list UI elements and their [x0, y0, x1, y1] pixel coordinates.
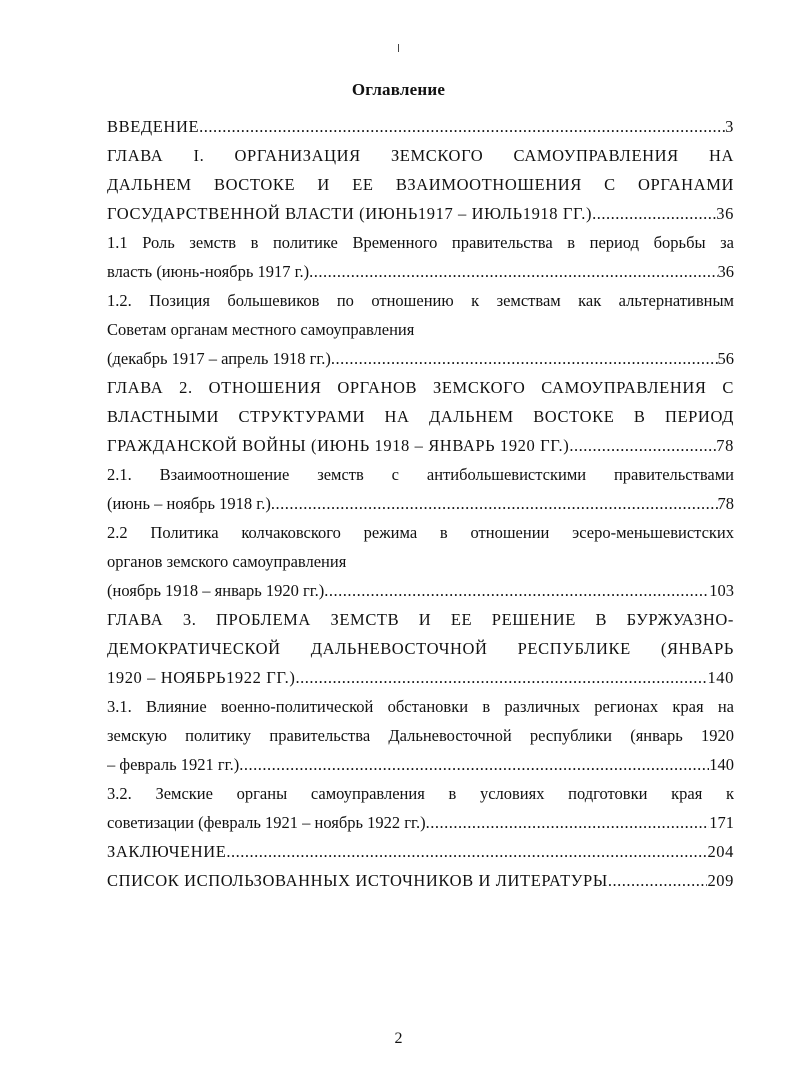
- toc-page-number: 209: [707, 871, 734, 890]
- table-of-contents: [107, 112, 734, 895]
- toc-title: Оглавление: [351, 80, 446, 99]
- toc-page-number: 36: [716, 204, 734, 223]
- dot-leader: [426, 808, 710, 837]
- toc-entry-text: 1.1 Роль земств в политике Временного правительства в период борьбы за: [107, 233, 734, 252]
- toc-entry-section-2-1[interactable]: [107, 460, 734, 518]
- toc-entry-section-3-2[interactable]: [107, 779, 734, 837]
- dot-leader: [226, 837, 707, 866]
- toc-entry-text: ГЛАВА 3. ПРОБЛЕМА ЗЕМСТВ И ЕЕ РЕШЕНИЕ В БУРЖУАЗНО-: [107, 610, 734, 629]
- toc-entry-text: земскую политику правительства Дальневосточной республики (январь 1920: [107, 726, 734, 745]
- dot-leader: [199, 112, 725, 141]
- toc-entry-text: СПИСОК ИСПОЛЬЗОВАННЫХ ИСТОЧНИКОВ И ЛИТЕРАТУРЫ: [107, 871, 608, 890]
- toc-entry-conclusion[interactable]: [107, 837, 734, 866]
- toc-page-number: 3: [725, 117, 734, 136]
- toc-page-number: 140: [709, 755, 734, 774]
- toc-entry-text: 3.2. Земские органы самоуправления в условиях подготовки края к: [107, 784, 734, 803]
- toc-entry-text: (декабрь 1917 – апрель 1918 гг.): [107, 349, 331, 368]
- toc-entry-text: 2.1. Взаимоотношение земств с антибольшевистскими правительствами: [107, 465, 734, 484]
- toc-entry-chapter-1[interactable]: [107, 141, 734, 228]
- toc-page-number: 204: [707, 842, 734, 861]
- toc-entry-text: ДАЛЬНЕМ ВОСТОКЕ И ЕЕ ВЗАИМООТНОШЕНИЯ С ОРГАНАМИ: [107, 175, 734, 194]
- toc-entry-text: ГЛАВА I. ОРГАНИЗАЦИЯ ЗЕМСКОГО САМОУПРАВЛЕНИЯ НА: [107, 146, 734, 165]
- toc-entry-text: (июнь – ноябрь 1918 г.): [107, 494, 271, 513]
- dot-leader: [569, 431, 716, 460]
- toc-entry-text: ГРАЖДАНСКОЙ ВОЙНЫ (ИЮНЬ 1918 – ЯНВАРЬ 1920 ГГ.): [107, 436, 570, 455]
- toc-entry-bibliography[interactable]: [107, 866, 734, 895]
- header-mark: [398, 44, 399, 52]
- dot-leader: [608, 866, 708, 895]
- toc-entry-section-1-2[interactable]: [107, 286, 734, 373]
- toc-page-number: 78: [716, 436, 734, 455]
- toc-entry-text: – февраль 1921 гг.): [107, 755, 240, 774]
- dot-leader: [309, 257, 717, 286]
- page-number: 2: [394, 1030, 403, 1047]
- dot-leader: [324, 576, 709, 605]
- toc-entry-text: 1920 – НОЯБРЬ1922 ГГ.): [107, 668, 296, 687]
- toc-entry-text: Советам органам местного самоуправления: [107, 320, 415, 339]
- toc-entry-text: (ноябрь 1918 – январь 1920 гг.): [107, 581, 325, 600]
- toc-entry-text: власть (июнь-ноябрь 1917 г.): [107, 262, 310, 281]
- dot-leader: [239, 750, 709, 779]
- toc-page-number: 56: [717, 349, 734, 368]
- toc-entry-section-1-1[interactable]: [107, 228, 734, 286]
- toc-entry-text: ЗАКЛЮЧЕНИЕ: [107, 842, 227, 861]
- dot-leader: [271, 489, 718, 518]
- toc-entry-chapter-2[interactable]: [107, 373, 734, 460]
- toc-entry-text: ГОСУДАРСТВЕННОЙ ВЛАСТИ (ИЮНЬ1917 – ИЮЛЬ1918 ГГ.): [107, 204, 593, 223]
- toc-entry-text: ДЕМОКРАТИЧЕСКОЙ ДАЛЬНЕВОСТОЧНОЙ РЕСПУБЛИКЕ (ЯНВАРЬ: [107, 639, 734, 658]
- toc-page-number: 36: [717, 262, 734, 281]
- toc-entry-introduction[interactable]: [107, 112, 734, 141]
- toc-entry-text: органов земского самоуправления: [107, 552, 347, 571]
- toc-page-number: 78: [717, 494, 734, 513]
- toc-entry-text: ВЛАСТНЫМИ СТРУКТУРАМИ НА ДАЛЬНЕМ ВОСТОКЕ В ПЕРИОД: [107, 407, 734, 426]
- toc-entry-chapter-3[interactable]: [107, 605, 734, 692]
- toc-page-number: 103: [709, 581, 734, 600]
- toc-entry-text: советизации (февраль 1921 – ноябрь 1922 гг.): [107, 813, 426, 832]
- toc-entry-text: ВВЕДЕНИЕ: [107, 117, 200, 136]
- dot-leader: [331, 344, 718, 373]
- dot-leader: [592, 199, 716, 228]
- toc-entry-section-2-2[interactable]: [107, 518, 734, 605]
- toc-entry-text: 1.2. Позиция большевиков по отношению к земствам как альтернативным: [107, 291, 734, 310]
- toc-entry-section-3-1[interactable]: [107, 692, 734, 779]
- toc-page-number: 140: [707, 668, 734, 687]
- toc-page-number: 171: [709, 813, 734, 832]
- toc-entry-text: 2.2 Политика колчаковского режима в отношении эсеро-меньшевистских: [107, 523, 734, 542]
- toc-entry-text: 3.1. Влияние военно-политической обстановки в различных регионах края на: [107, 697, 734, 716]
- toc-entry-text: ГЛАВА 2. ОТНОШЕНИЯ ОРГАНОВ ЗЕМСКОГО САМОУПРАВЛЕНИЯ С: [107, 378, 734, 397]
- dot-leader: [295, 663, 707, 692]
